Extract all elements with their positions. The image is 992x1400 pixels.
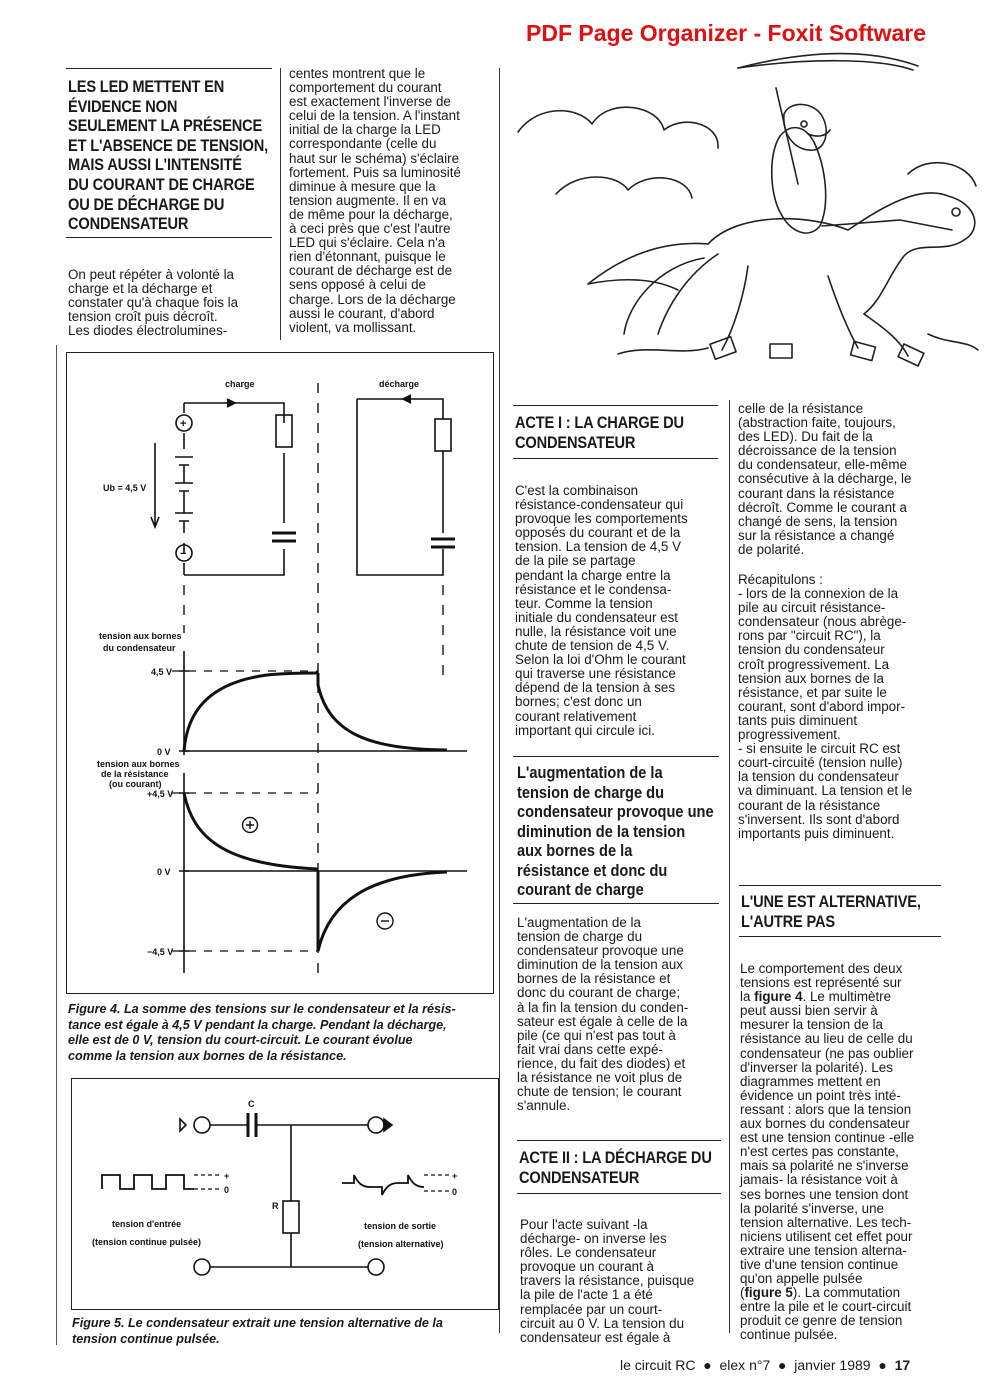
capacitor-voltage-curve [184,673,318,751]
label-ub: Ub = 4,5 V [103,483,147,493]
label-c: C [248,1099,255,1109]
label-plus-in: + [224,1171,230,1181]
right-body-1: celle de la résistance (abstraction faite, toujours, des LED). Du fait de la décroissance de la tension du condensateur, elle-même consécutive à la décharge, le courant dans la résistance décroît. Comme le courant a changé de sens, la tension sur la résistance a changé de polarité. [738,401,912,557]
label-0v-2: 0 V [157,867,171,877]
headline-line: LES LED METTENT EN [68,77,225,96]
headline-line: CONDENSATEUR [515,432,636,452]
intro-headline [68,77,268,234]
column-rule [56,345,57,1345]
label-zero-in: 0 [224,1185,230,1195]
label-r: R [272,1201,279,1211]
figure4-caption: Figure 4. La somme des tensions sur le condensateur et la résis- tance est égale à 4,5 V pendant la charge. Pendant la décharge, elle est de 0 V, tension du court-circuit. Le courant évolue comme la tension aux bornes de la résistance. [68,1002,456,1063]
label-m45v: −4,5 V [147,947,174,957]
label-tension-cond-2: du condensateur [103,643,176,653]
label-out-2: (tension alternative) [358,1239,444,1249]
label-zero-out: 0 [452,1187,458,1197]
headline-line: CONDENSATEUR [68,214,189,234]
headline-line: OU DE DÉCHARGE DU [68,194,225,214]
column-rule [499,68,500,1333]
acte1-headline-box [513,405,718,459]
footer-title: le circuit RC [620,1357,696,1373]
headline-line: ACTE II : LA DÉCHARGE DU [519,1148,712,1167]
label-tension-cond-1: tension aux bornes [99,631,182,641]
label-in-2: (tension continue pulsée) [92,1237,202,1247]
page-footer [620,1357,910,1373]
label-p45v: +4,5 V [147,789,174,799]
output-alt-wave [342,1175,424,1195]
label-0v: 0 V [157,747,171,757]
column-rule [729,400,730,1333]
headline-line: L'UNE EST ALTERNATIVE, [741,892,921,911]
label-tension-res-3: (ou courant) [109,779,162,789]
right-headline-box [739,885,941,937]
headline-line: CONDENSATEUR [519,1167,640,1187]
headline-line: SEULEMENT LA PRÉSENCE [68,116,263,136]
headline-line: ACTE I : LA CHARGE DU [515,413,684,432]
aug-headline-box [513,756,719,904]
headline-line: DU COURANT DE CHARGE [68,174,255,194]
resistor-voltage-curve [184,793,318,869]
footer-bullet: ● [874,1357,891,1373]
label-in-1: tension d'entrée [112,1219,182,1229]
acte1-headline [515,413,684,452]
right-body-3b: . Le multimètre peut aussi bien servir à mesurer la tension de la résistance au lieu de celle du condensateur (ne pas oublier d'inverser la polarité). Les diagrammes mettent en évidence un point très inté- ressant : alors que la tension aux bornes du condensateur est une tension continue -elle n'est certes pas constante, mais sa polarité ne s'inverse jamais- la résistance voit à ses bornes une tension dont la polarité s'inverse, une tension alternative. Les tech- niciens utilisent cet effet pour extraire une tension alterna- tive d'une tension continue qu'on appelle pulsée ( [740,989,915,1301]
intro-body-continued: centes montrent que le comportement du courant est exactement l'inverse de celui de la tension. A l'instant initial de la charge la LED correspondante (celle du haut sur le schéma) s'éclaire fortement. Puis sa luminosité diminue à mesure que la tension augmente. Il en va de même pour la décharge, à ceci près que c'est l'autre LED qui s'éclaire. Cela n'a rien d'étonnant, puisque le courant de décharge est de sens opposé à celui de charge. Lors de la décharge aussi le courant, d'abord violent, va mollissant. [289,66,461,335]
label-45v: 4,5 V [151,667,173,677]
intro-headline-box [66,68,272,238]
label-plus: + [180,418,187,430]
footer-bullet: ● [699,1357,716,1373]
label-tension-res-2: de la résistance [101,769,169,779]
page-number: 17 [894,1357,911,1373]
right-body-3 [740,962,955,1343]
right-body-3a: Le comportement des deux tensions est représenté sur la [740,961,903,1005]
label-tension-res-1: tension aux bornes [97,759,180,769]
right-headline [741,892,921,931]
label-out-1: tension de sortie [364,1221,437,1231]
label-minus: − [180,548,187,560]
headline-line: L'AUTRE PAS [741,911,835,931]
fig5-reference: figure 5 [744,1285,793,1301]
aug-headline: L'augmentation de la tension de charge du condensateur provoque une diminution de la tension aux bornes de la résistance et donc du courant de charge [517,763,714,899]
headline-line: ÉVIDENCE NON [68,96,178,116]
label-plus-out: + [452,1171,458,1181]
headline-line: MAIS AUSSI L'INTENSITÉ [68,155,242,175]
acte1-body: C'est la combinaison résistance-condensateur qui provoque les comportements opposés du courant et de la tension. La tension de 4,5 V de la pile se partage pendant la charge entre la résistance et le condensa- teur. Comme la tension initiale du condensateur est nulle, la résistance voit une chute de tension de 4,5 V. Selon la loi d'Ohm le courant qui traverse une résistance dépend de la tension à ses bornes; c'est donc un courant relativement important qui circule ici. [515,483,688,738]
headline-line: ET L'ABSENCE DE TENSION, [68,135,268,155]
fig4-reference: figure 4 [754,989,803,1005]
aug-body: L'augmentation de la tension de charge du condensateur provoque une diminution de la tension aux bornes de la résistance et donc du courant de charge; à la fin la tension du conden- sateur est égale à celle de la pile (ce qui n'est pas tout à fait vrai dans cette expé- rience, du fait des diodes) et la résistance ne voit plus de chute de tension; le courant s'annule. [517,915,689,1114]
acte2-headline-box [517,1140,721,1194]
figure5-diagram [72,1079,498,1309]
figure4-diagram [67,353,493,993]
footer-issue: elex n°7 [719,1357,771,1373]
intro-body: On peut répéter à volonté la charge et la décharge et constater qu'à chaque fois la tension croît puis décroît. Les diodes électrolumines- [68,267,239,339]
footer-date: janvier 1989 [794,1357,871,1373]
label-charge: charge [225,379,255,389]
right-body-2: Récapitulons : - lors de la connexion de la pile au circuit résistance- condensateur (nous abrège- rons par "circuit RC"), la tension du condensateur croît progressivement. La tension aux bornes de la résistance, et par suite le courant, sont d'abord impor- tants puis diminuent progressivement. - si ensuite le circuit RC est court-circuité (tension nulle) la tension du condensateur va diminuant. La tension et le courant de la résistance s'inversent. Ils sont d'abord importants puis diminuent. [738,572,913,841]
input-pulse-wave [102,1175,194,1189]
acte2-body: Pour l'acte suivant -la décharge- on inverse les rôles. Le condensateur provoque un courant à travers la résistance, puisque la pile de l'acte 1 a été remplacée par un court- circuit au 0 V. La tension du condensateur est égale à [520,1217,695,1345]
label-decharge: décharge [379,379,420,389]
footer-bullet: ● [774,1357,791,1373]
right-body-3c: ). La commutation entre la pile et le court-circuit produit ce genre de tension continue pulsée. [740,1285,912,1343]
column-rule [280,68,281,340]
figure5-caption: Figure 5. Le condensateur extrait une tension alternative de la tension continue pulsée. [72,1316,443,1346]
charge-circuit-wire [184,403,284,423]
watermark-text: PDF Page Organizer - Foxit Software [526,20,927,46]
acte2-headline [519,1148,712,1187]
cartoon-illustration [508,44,988,370]
